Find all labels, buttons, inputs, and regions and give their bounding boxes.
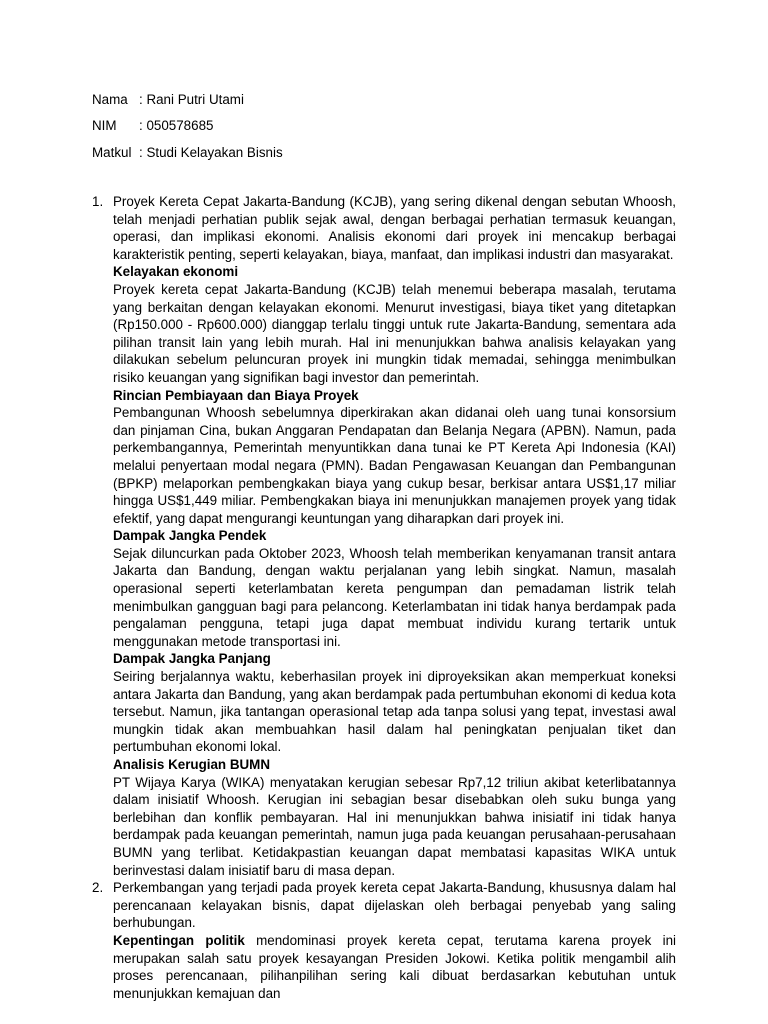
intro-paragraph: Perkembangan yang terjadi pada proyek kereta cepat Jakarta-Bandung, khususnya dalam hal perencanaan kelayakan bisnis, dapat dijelaskan oleh berbagai penyebab yang saling berhubungan.: [113, 880, 676, 931]
student-info: [92, 86, 283, 166]
section-heading: Analisis Kerugian BUMN: [113, 757, 270, 772]
section-heading: Dampak Jangka Panjang: [113, 651, 271, 667]
section-heading: Rincian Pembiayaan dan Biaya Proyek: [113, 387, 359, 403]
list-number: 2.: [92, 880, 104, 896]
list-number: 1.: [92, 194, 104, 209]
section-paragraph: Seiring berjalannya waktu, keberhasilan proyek ini diproyeksikan akan memperkuat koneksi antara Jakarta dan Bandung, yang akan berdampak pada pertumbuhan ekonomi di kedua kota tersebut. Namun, jika tantangan operasional tetap ada tanpa solusi yang tepat, investasi awal mungkin tidak akan membuahkan hasil dalam hal peningkatan penjualan tiket dan pertumbuhan ekonomi lokal.: [113, 669, 676, 755]
section-heading: Dampak Jangka Pendek: [113, 528, 267, 544]
name-value: : Rani Putri Utami: [139, 91, 244, 107]
list-item-body: [113, 879, 676, 1002]
nim-row: [92, 113, 283, 140]
list-item: [92, 879, 676, 1002]
section-paragraph: Proyek kereta cepat Jakarta-Bandung (KCJB) telah menemui beberapa masalah, terutama yang berkaitan dengan kelayakan ekonomi. Menurut investigasi, biaya tiket yang ditetapkan (Rp150.000 - Rp600.000) dianggap terlalu tinggi untuk rute Jakarta-Bandung, sementara ada pilihan transit lain yang lebih murah. Hal ini menunjukkan bahwa analisis kelayakan yang dilakukan sebelum peluncuran proyek ini mungkin tidak memadai, sehingga menimbulkan risiko keuangan yang signifikan bagi investor dan pemerintah.: [113, 281, 676, 385]
bold-lead: Kepentingan politik: [113, 932, 245, 948]
list-item: [92, 193, 676, 879]
paragraph-text: mendominasi proyek kereta cepat, terutama karena proyek ini merupakan salah satu proyek kesayangan Presiden Jokowi. Ketika politik mengambil alih proses perencanaan, pilihanpilihan sering kali dibuat berdasarkan kebutuhan untuk menunjukkan kemajuan dan: [113, 932, 676, 1001]
intro-paragraph: Proyek Kereta Cepat Jakarta-Bandung (KCJB), yang sering dikenal dengan sebutan Whoosh, telah menjadi perhatian publik sejak awal, dengan berbagai perhatian termasuk keuangan, operasi, dan implikasi ekonomi. Analisis ekonomi dari proyek ini mencakup berbagai karakteristik penting, seperti kelayakan, biaya, manfaat, dan implikasi industri dan masyarakat.: [113, 194, 676, 262]
name-label: Nama: [92, 91, 128, 107]
course-value: : Studi Kelayakan Bisnis: [139, 145, 283, 161]
list-item-body: [113, 193, 676, 879]
nim-label: NIM: [92, 118, 117, 134]
name-row: [92, 86, 283, 113]
section-paragraph: [113, 932, 676, 1002]
course-label: Matkul: [92, 145, 132, 161]
section-paragraph: Sejak diluncurkan pada Oktober 2023, Whoosh telah memberikan kenyamanan transit antara Jakarta dan Bandung, dengan waktu perjalanan yang lebih singkat. Namun, masalah operasional seperti keterlambatan kereta pengumpan dan pemadaman listrik telah menimbulkan gangguan bagi para pelancong. Keterlambatan ini tidak hanya berdampak pada pengalaman pengguna, tetapi juga dapat membuat individu kurang tertarik untuk menggunakan metode transportasi ini.: [113, 545, 676, 649]
course-row: [92, 140, 283, 167]
nim-value: : 050578685: [139, 118, 214, 134]
answer-list: [92, 193, 676, 1002]
section-paragraph: Pembangunan Whoosh sebelumnya diperkirakan akan didanai oleh uang tunai konsorsium dan pinjaman Cina, bukan Anggaran Pendapatan dan Belanja Negara (APBN). Namun, pada perkembangannya, Pemerintah menyuntikkan dana tunai ke PT Kereta Api Indonesia (KAI) melalui penyertaan modal negara (PMN). Badan Pengawasan Keuangan dan Pembangunan (BPKP) melaporkan pembengkakan biaya yang cukup besar, berkisar antara US$1,17 miliar hingga US$1,449 miliar. Pembengkakan biaya ini menunjukkan manajemen proyek yang tidak efektif, yang dapat mengurangi keuntungan yang diharapkan dari proyek ini.: [113, 405, 676, 526]
section-heading: Kelayakan ekonomi: [113, 264, 239, 280]
section-paragraph: PT Wijaya Karya (WIKA) menyatakan kerugian sebesar Rp7,12 triliun akibat keterlibatannya dalam inisiatif Whoosh. Kerugian ini sebagian besar disebabkan oleh suku bunga yang berlebihan dan konflik pembayaran. Hal ini menunjukkan bahwa inisiatif ini tidak hanya berdampak pada keuangan pemerintah, namun juga pada keuangan perusahaan-perusahaan BUMN yang terlibat. Ketidakpastian keuangan dapat membatasi kapasitas WIKA untuk berinvestasi dalam inisiatif baru di masa depan.: [113, 774, 676, 878]
